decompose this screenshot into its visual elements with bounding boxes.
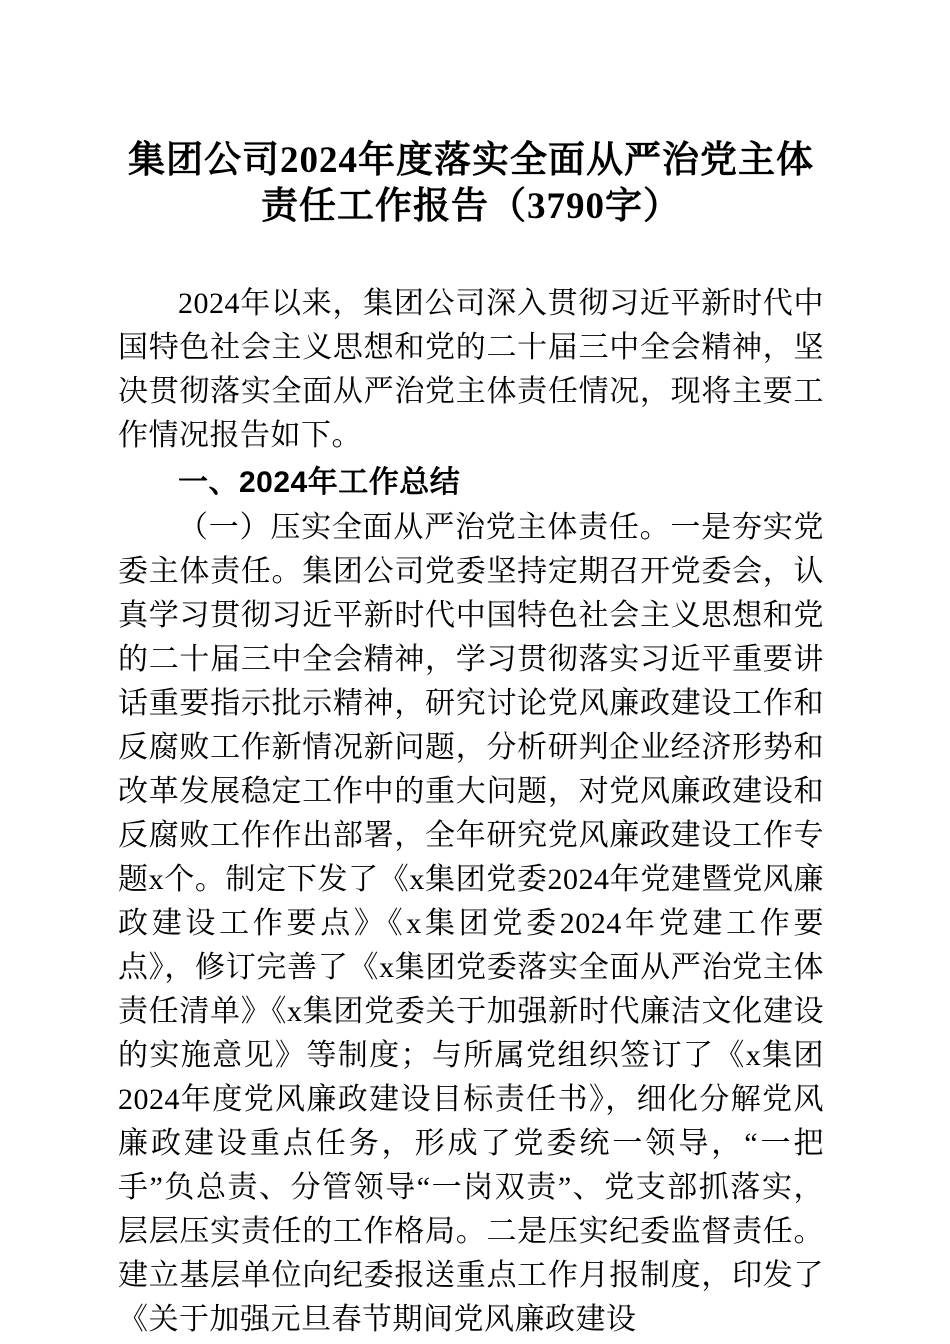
section-heading-2024-work-summary: 一、2024年工作总结 bbox=[178, 466, 461, 499]
paragraph-intro: 2024年以来，集团公司深入贯彻习近平新时代中国特色社会主义思想和党的二十届三中全会精神，坚决贯彻落实全面从严治党主体责任情况，现将主要工作情况报告如下。 bbox=[118, 287, 824, 452]
paragraph-section-one-body: （一）压实全面从严治党主体责任。一是夯实党委主体责任。集团公司党委坚持定期召开党委会，认真学习贯彻习近平新时代中国特色社会主义思想和党的二十届三中全会精神，学习贯彻落实习近平重要讲话重要指示批示精神，研究讨论党风廉政建设工作和反腐败工作新情况新问题，分析研判企业经济形势和改革发展稳定工作中的重大问题，对党风廉政建设和反腐败工作作出部署，全年研究党风廉政建设工作专题x个。制定下发了《x集团党委2024年党建暨党风廉政建设工作要点》《x集团党委2024年党建工作要点》，修订完善了《x集团党委落实全面从严治党主体责任清单》《x集团党委关于加强新时代廉洁文化建设的实施意见》等制度；与所属党组织签订了《x集团2024年度党风廉政建设目标责任书》，细化分解党风廉政建设重点任务，形成了党委统一领导，“一把手”负总责、分管领导“一岗双责”、党支部抓落实，层层压实责任的工作格局。二是压实纪委监督责任。建立基层单位向纪委报送重点工作月报制度，印发了《关于加强元旦春节期间党风廉政建设 bbox=[118, 511, 824, 1336]
document-title: 集团公司2024年度落实全面从严治党主体责任工作报告（3790字） bbox=[128, 140, 814, 227]
